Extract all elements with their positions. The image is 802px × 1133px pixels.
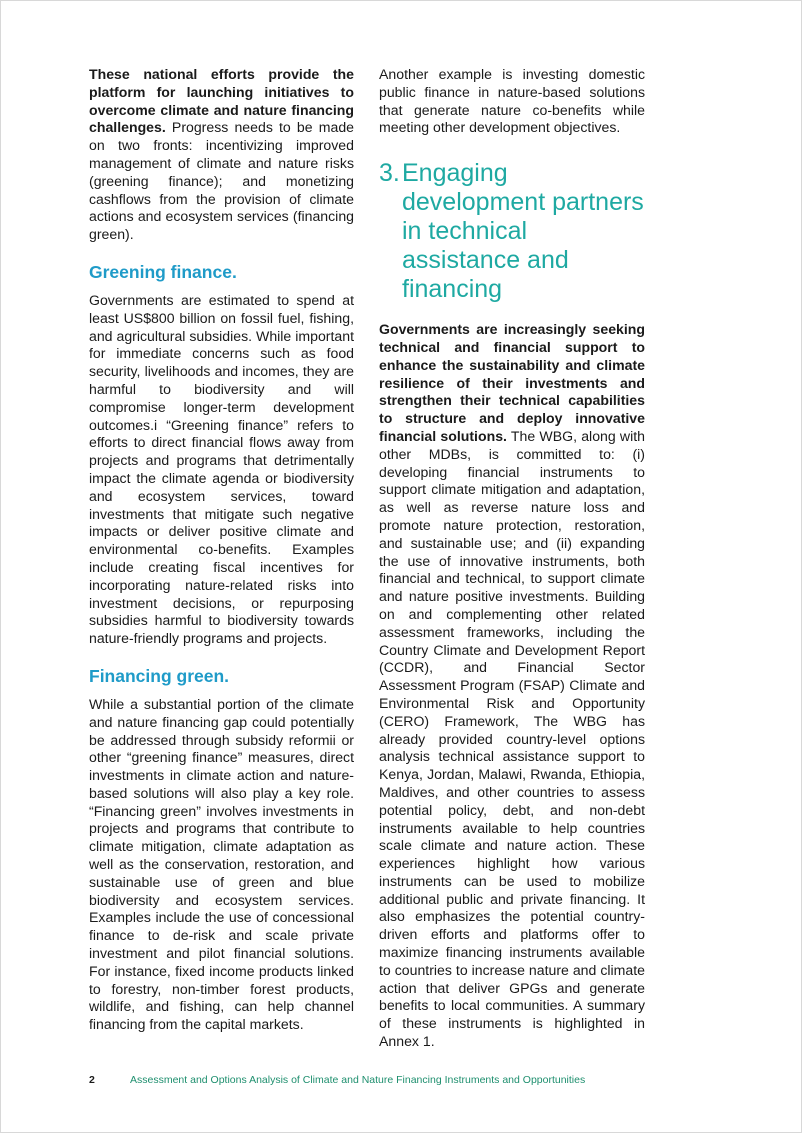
left-column	[89, 66, 354, 1034]
section-3-body: The WBG, along with other MDBs, is committed to: (i) developing financial instruments to support climate mitigation and adaptation, as well as reverse nature loss and promote nature protection, restoration, and sustainable use; and (ii) expanding the use of innovative instruments, both financial and technical, to support climate and nature positive investments. Building on and complementing other related assessment frameworks, including the Country Climate and Development Report (CCDR), and Financial Sector Assessment Program (FSAP) Climate and Environmental Risk and Opportunity (CERO) Framework, The WBG has already provided country-level options analysis technical assistance support to Kenya, Jordan, Malawi, Rwanda, Ethiopia, Maldives, and other countries to assess potential policy, debt, and non-debt instruments available to help countries scale climate and nature action. These experiences highlight how various instruments can be used to mobilize additional public and private financing. It also emphasizes the potential country-driven efforts and platforms offer to maximize financing instruments available to countries to increase nature and climate action that deliver GPGs and generate benefits to local communities. A summary of these instruments is highlighted in Annex 1.	[379, 427, 645, 1050]
page-number: 2	[89, 1074, 95, 1086]
section-3-paragraph	[379, 321, 645, 1051]
section-3-heading	[379, 159, 645, 304]
section-number: 3.	[379, 159, 400, 188]
section-3-lead: Governments are increasingly seeking technical and financial support to enhance the sustainability and climate resilience of their investments and strengthen their technical capabilities to structure and deploy innovative financial solutions.	[379, 321, 645, 444]
right-intro-paragraph: Another example is investing domestic public finance in nature-based solutions that generate nature co-benefits while meeting other development objectives.	[379, 66, 645, 136]
section-title: Engaging development partners in technical assistance and financing	[402, 159, 644, 304]
footer-title: Assessment and Options Analysis of Climate and Nature Financing Instruments and Opportunities	[130, 1074, 586, 1086]
greening-finance-heading: Greening finance.	[89, 261, 237, 282]
greening-finance-paragraph: Governments are estimated to spend at least US$800 billion on fossil fuel, fishing, and agricultural subsidies. While important for immediate concerns such as food security, livelihoods and incomes, they are harmful to biodiversity and will compromise longer-term development outcomes.i “Greening finance” refers to efforts to direct financial flows away from projects and programs that detrimentally impact the climate agenda or biodiversity and ecosystem services, toward investments that mitigate such negative impacts or deliver positive climate and environmental co-benefits. Examples include creating fiscal incentives for incorporating nature-related risks into investment decisions, or repurposing subsidies harmful to biodiversity towards nature-friendly programs and projects.	[89, 291, 354, 647]
financing-green-heading: Financing green.	[89, 665, 230, 686]
right-column	[379, 66, 645, 1051]
financing-green-paragraph: While a substantial portion of the climate and nature financing gap could potentially be addressed through subsidy reformii or other “greening finance” measures, direct investments in climate action and nature-based solutions will also play a key role. “Financing green” involves investments in projects and programs that contribute to climate mitigation, climate adaptation as well as the conservation, restoration, and sustainable use of green and blue biodiversity and ecosystem services. Examples include the use of concessional finance to de-risk and scale private investment and pilot financial solutions. For instance, fixed income products linked to forestry, non-timber forest products, wildlife, and fishing, can help channel financing from the capital markets.	[89, 695, 354, 1033]
intro-body: Progress needs to be made on two fronts: incentivizing improved management of climate and nature risks (greening finance); and monetizing cashflows from the provision of climate actions and ecosystem services (financing green).	[89, 119, 354, 243]
intro-lead: These national efforts provide the platform for launching initiatives to overcome climate and nature financing challenges.	[89, 66, 354, 136]
intro-paragraph	[89, 66, 354, 244]
page-footer	[89, 1073, 762, 1087]
